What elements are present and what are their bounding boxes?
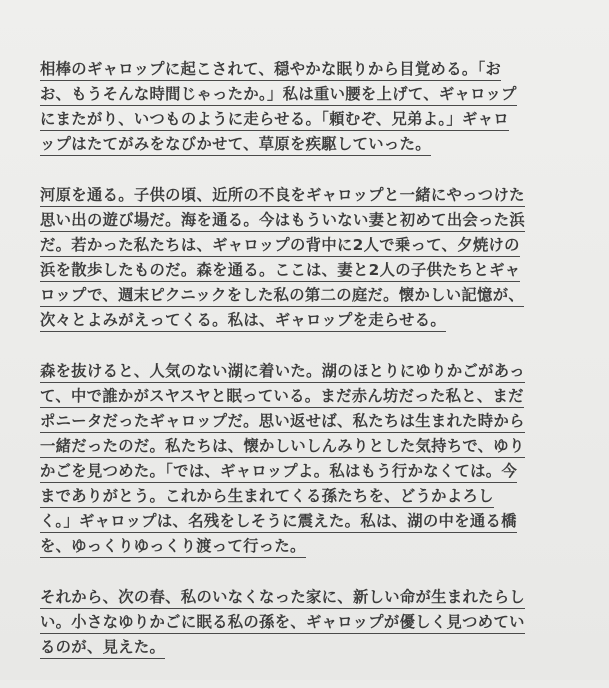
text-line [40, 134, 570, 159]
text-line [40, 109, 570, 134]
text-line [40, 612, 570, 637]
text-line-content: て、中で誰かがスヤスヤと眠っている。まだ赤ん坊だった私と、まだ [40, 386, 524, 408]
text-line-content: それから、次の春、私のいなくなった家に、新しい命が生まれたらし [40, 587, 525, 609]
text-line [40, 285, 570, 310]
text-line-content: 河原を通る。子供の頃、近所の不良をギャロップと一緒にやっつけた [40, 185, 525, 207]
text-line-content: く。」ギャロップは、名残をしそうに震えた。私は、湖の中を通る橋 [40, 511, 517, 533]
text-line [40, 59, 570, 84]
text-line [40, 511, 570, 536]
paragraph-4 [40, 587, 570, 662]
text-line [40, 84, 570, 109]
text-line-content: 森を抜けると、人気のない湖に着いた。湖のほとりにゆりかごがあっ [40, 361, 525, 383]
text-line-content: だ。若かった私たちは、ギャロップの背中に2人で乗って、夕焼けの [40, 235, 520, 257]
text-line [40, 411, 570, 436]
text-line [40, 486, 570, 511]
paragraph-1 [40, 59, 570, 159]
text-line-content: ポニータだったギャロップだ。思い返せば、私たちは生まれた時から [40, 411, 525, 433]
text-line-content: 次々とよみがえってくる。私は、ギャロップを走らせる。 [40, 310, 446, 332]
text-line [40, 637, 570, 662]
text-line [40, 235, 570, 260]
text-line [40, 185, 570, 210]
text-line-content: 相棒のギャロップに起こされて、穏やかな眠りから目覚める。「お [40, 59, 501, 81]
text-line [40, 361, 570, 386]
paragraph-2 [40, 185, 570, 335]
text-line-content: ップはたてがみをなびかせて、草原を疾駆していった。 [40, 134, 431, 156]
text-line-content: 一緒だったのだ。私たちは、懐かしいしんみりとした気持ちで、ゆり [40, 436, 525, 458]
text-line-content: を、ゆっくりゆっくり渡って行った。 [40, 536, 306, 558]
text-line-content: 浜を散歩したものだ。森を通る。ここは、妻と2人の子供たちとギャ [40, 260, 520, 282]
text-line-content: お、もうそんな時間じゃったか。」私は重い腰を上げて、ギャロップ [40, 84, 517, 106]
text-line [40, 210, 570, 235]
text-line-content: までありがとう。これから生まれてくる孫たちを、どうかよろし [40, 486, 494, 508]
text-line-content: 思い出の遊び場だ。海を通る。今はもういない妻と初めて出会った浜 [40, 210, 525, 232]
text-line-content: かごを見つめた。「では、ギャロップよ。私はもう行かなくては。今 [40, 461, 517, 483]
text-line [40, 587, 570, 612]
text-line-content: るのが、見えた。 [40, 637, 165, 659]
text-line [40, 260, 570, 285]
text-line [40, 310, 570, 335]
text-line [40, 436, 570, 461]
text-line [40, 461, 570, 486]
story-text [40, 59, 570, 688]
text-line [40, 536, 570, 561]
text-line [40, 386, 570, 411]
paragraph-3 [40, 361, 570, 561]
text-line-content: ロップで、週末ピクニックをした私の第二の庭だ。懐かしい記憶が、 [40, 285, 524, 307]
text-line-content: い。小さなゆりかごに眠る私の孫を、ギャロップが優しく見つめてい [40, 612, 525, 634]
text-line-content: にまたがり、いつものように走らせる。「頼むぞ、兄弟よ。」ギャロ [40, 109, 509, 131]
